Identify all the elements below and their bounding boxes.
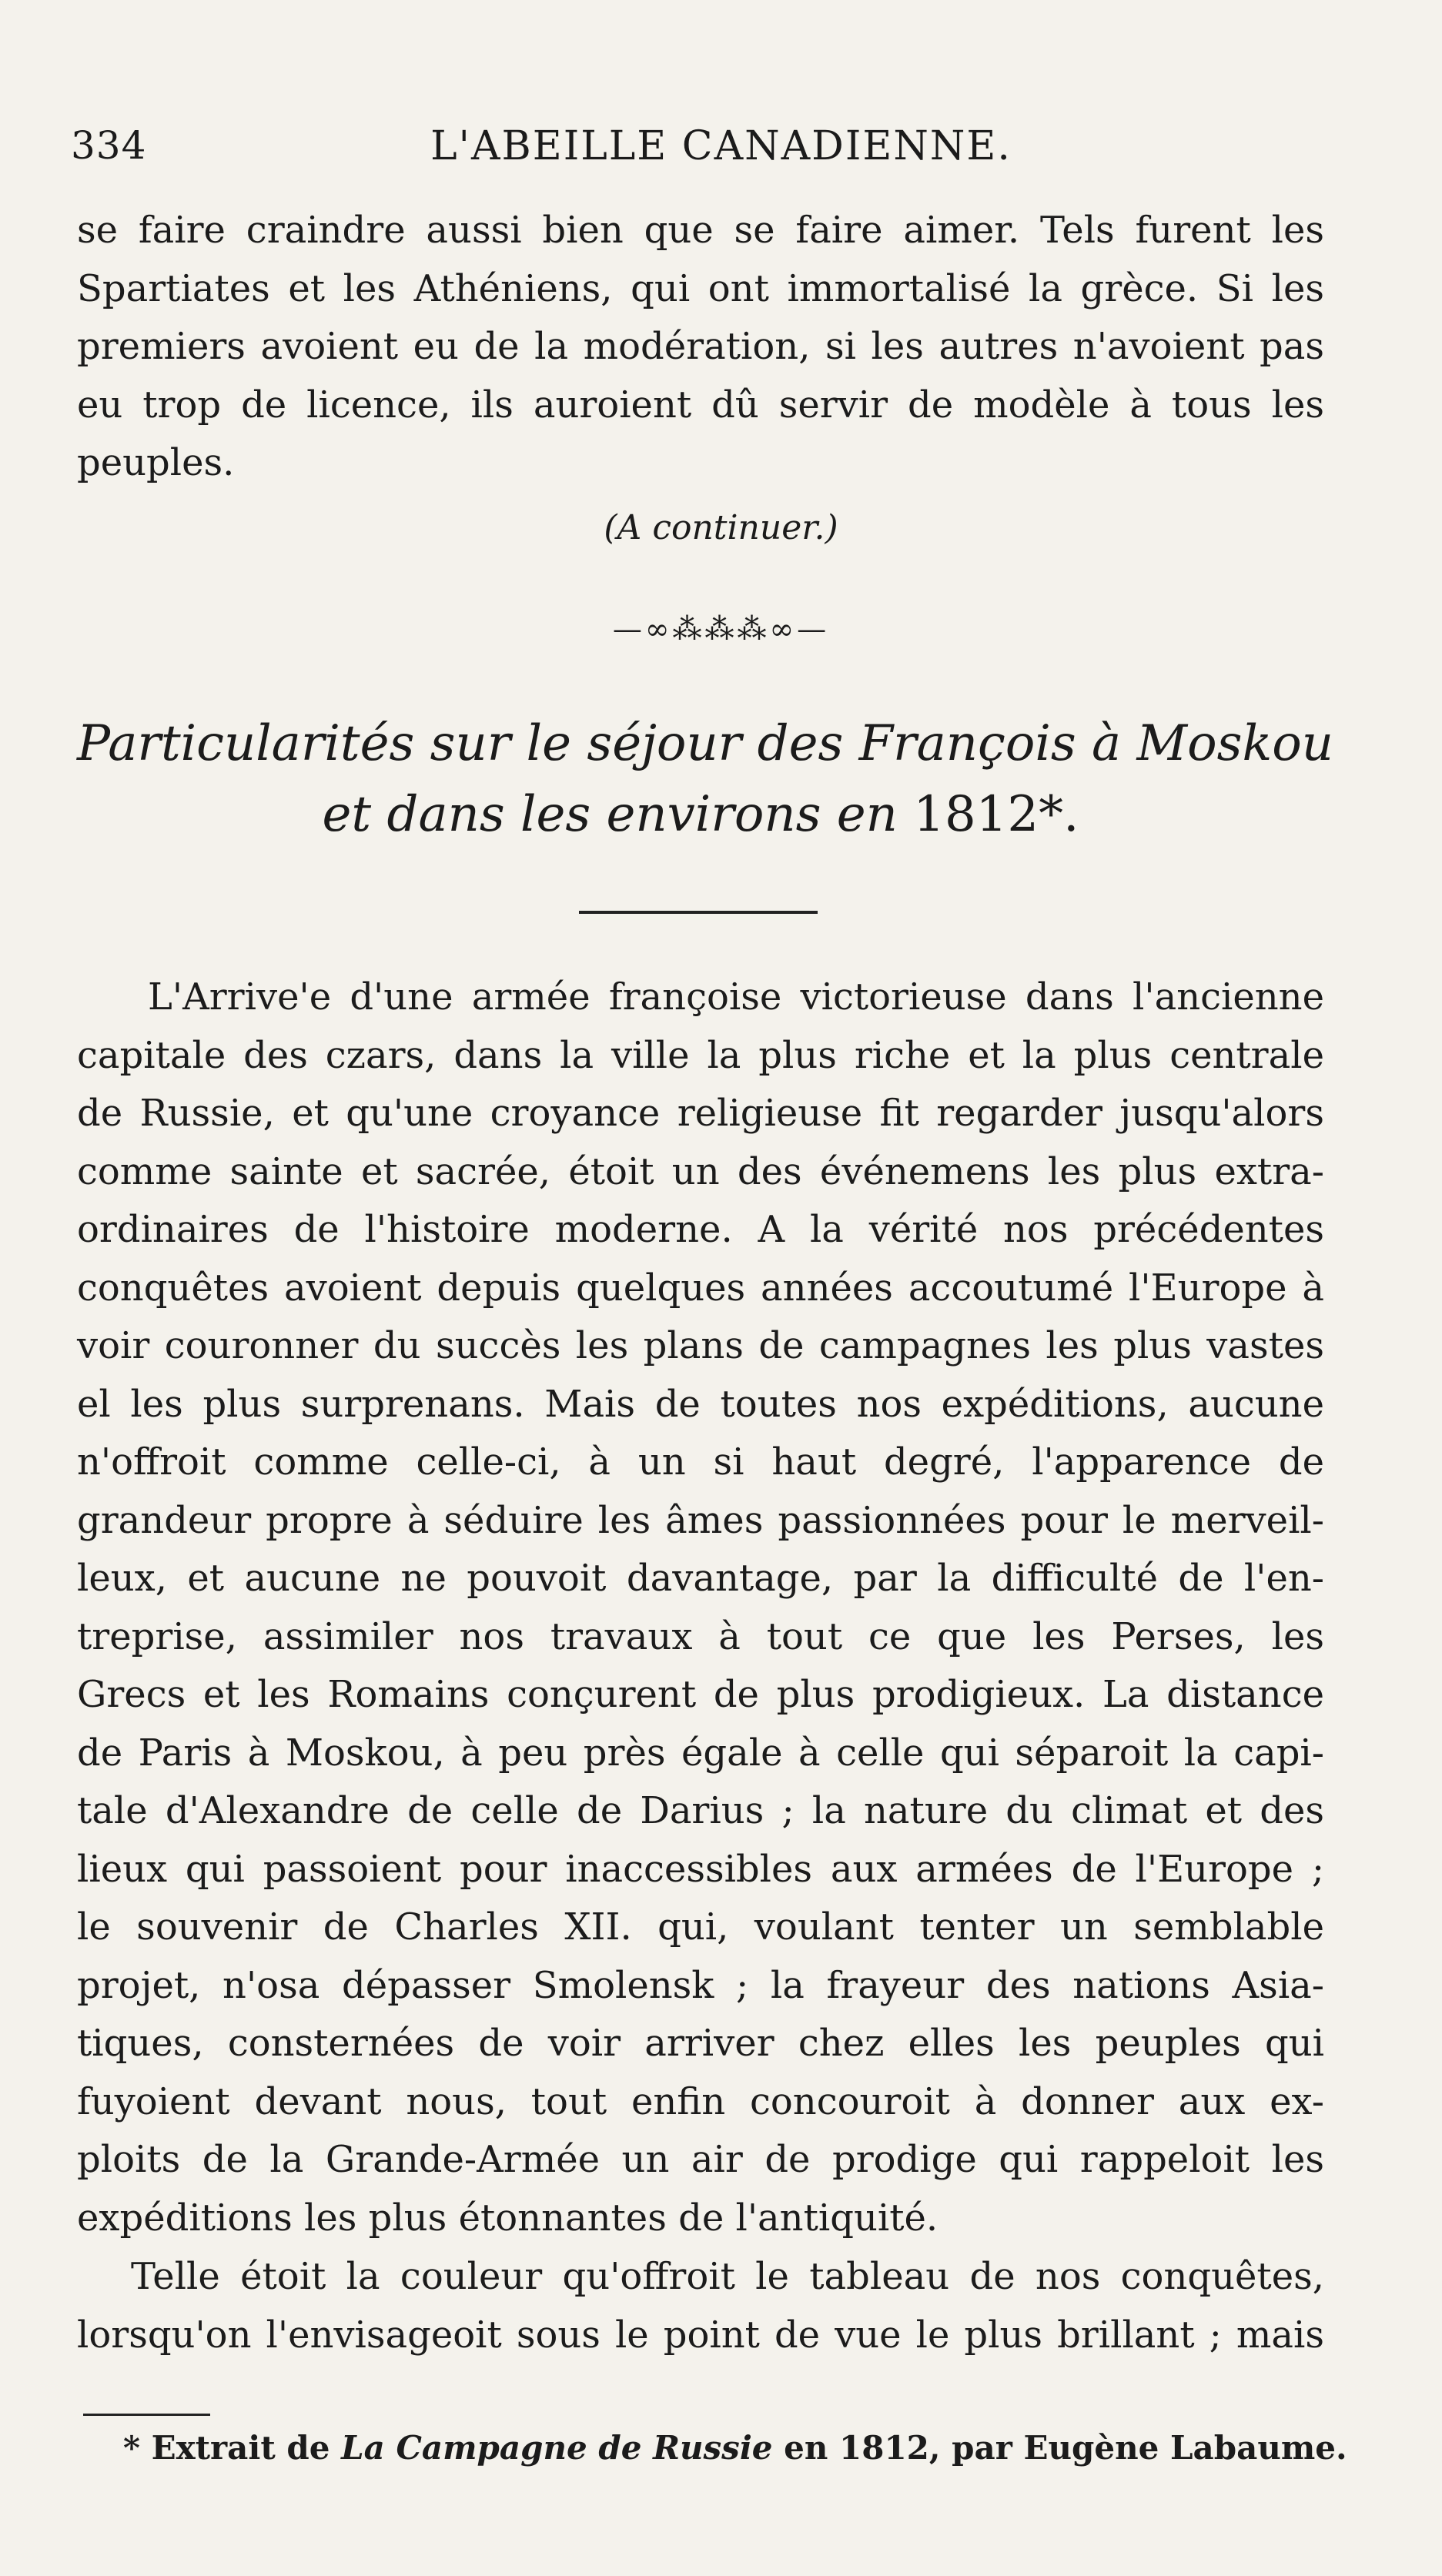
text-line: expéditions les plus étonnantes de l'antiquité. <box>77 2196 938 2240</box>
section-ornament: —∞⁂⁂⁂∞— <box>612 612 830 646</box>
footnote-marker: * <box>123 2429 140 2467</box>
text-line: treprise, assimiler nos travaux à tout ce que les Perses, les <box>77 1614 1324 1658</box>
footnote-prefix: Extrait de <box>151 2429 330 2467</box>
continuation-paragraph <box>77 202 1324 493</box>
article-title-line-1: Particularités sur le séjour des François à Moskou <box>77 715 1333 772</box>
text-line: grandeur propre à séduire les âmes passionnées pour le merveil- <box>77 1498 1324 1542</box>
text-line: ploits de la Grande-Armée un air de prodige qui rappeloit les <box>77 2138 1324 2181</box>
text-line: n'offroit comme celle-ci, à un si haut degré, l'apparence de <box>77 1440 1324 1484</box>
text-line: eu trop de licence, ils auroient dû servir de modèle à tous les <box>77 383 1324 427</box>
text-line: capitale des czars, dans la ville la plus riche et la plus centrale <box>77 1033 1324 1077</box>
article-paragraph-1 <box>77 969 1324 2247</box>
text-line: L'Arrive'e d'une armée françoise victorieuse dans l'ancienne <box>148 975 1324 1019</box>
text-line: Telle étoit la couleur qu'offroit le tableau de nos conquêtes, <box>131 2255 1324 2298</box>
article-paragraph-2 <box>77 2248 1324 2364</box>
text-line: le souvenir de Charles XII. qui, voulant tenter un semblable <box>77 1905 1324 1949</box>
title-rule <box>579 911 818 914</box>
text-line: conquêtes avoient depuis quelques années accoutumé l'Europe à <box>77 1266 1324 1310</box>
text-line: tiques, consternées de voir arriver chez elles les peuples qui <box>77 2022 1324 2065</box>
footnote <box>123 2429 1347 2467</box>
text-line: se faire craindre aussi bien que se faire aimer. Tels furent les <box>77 209 1324 252</box>
article-title-year: 1812*. <box>913 786 1079 843</box>
page-header <box>71 123 1371 177</box>
text-line: de Russie, et qu'une croyance religieuse fit regarder jusqu'alors <box>77 1092 1324 1135</box>
article-title <box>77 708 1333 850</box>
text-line: de Paris à Moskou, à peu près égale à celle qui séparoit la capi- <box>77 1731 1324 1775</box>
text-line: leux, et aucune ne pouvoit davantage, par la difficulté de l'en- <box>77 1557 1324 1600</box>
text-line: voir couronner du succès les plans de campagnes les plus vastes <box>77 1324 1324 1367</box>
text-line: fuyoient devant nous, tout enfin concouroit à donner aux ex- <box>77 2079 1324 2123</box>
text-line: lorsqu'on l'envisageoit sous le point de vue le plus brillant ; mais <box>77 2313 1324 2357</box>
text-line: peuples. <box>77 441 235 484</box>
footnote-suffix: en 1812, par Eugène Labaume. <box>784 2429 1347 2467</box>
text-line: comme sainte et sacrée, étoit un des événemens les plus extra- <box>77 1149 1324 1193</box>
footnote-work-title: La Campagne de Russie <box>341 2429 773 2467</box>
page-number: 334 <box>71 123 147 168</box>
text-line: premiers avoient eu de la modération, si les autres n'avoient pas <box>77 325 1324 368</box>
text-line: lieux qui passoient pour inaccessibles aux armées de l'Europe ; <box>77 1847 1324 1891</box>
text-line: Grecs et les Romains conçurent de plus prodigieux. La distance <box>77 1673 1324 1716</box>
footnote-rule <box>83 2414 210 2416</box>
article-title-line-2 <box>77 779 1324 850</box>
running-title: L'ABEILLE CANADIENNE. <box>430 123 1012 169</box>
article-title-line-2-text: et dans les environs en <box>322 786 898 843</box>
text-line: el les plus surprenans. Mais de toutes nos expéditions, aucune <box>77 1382 1324 1426</box>
text-line: projet, n'osa dépasser Smolensk ; la frayeur des nations Asia- <box>77 1963 1324 2007</box>
to-be-continued-label: (A continuer.) <box>604 508 838 547</box>
text-line: tale d'Alexandre de celle de Darius ; la nature du climat et des <box>77 1789 1324 1832</box>
text-line: Spartiates et les Athéniens, qui ont immortalisé la grèce. Si les <box>77 266 1324 310</box>
text-line: ordinaires de l'histoire moderne. A la vérité nos précédentes <box>77 1208 1324 1251</box>
